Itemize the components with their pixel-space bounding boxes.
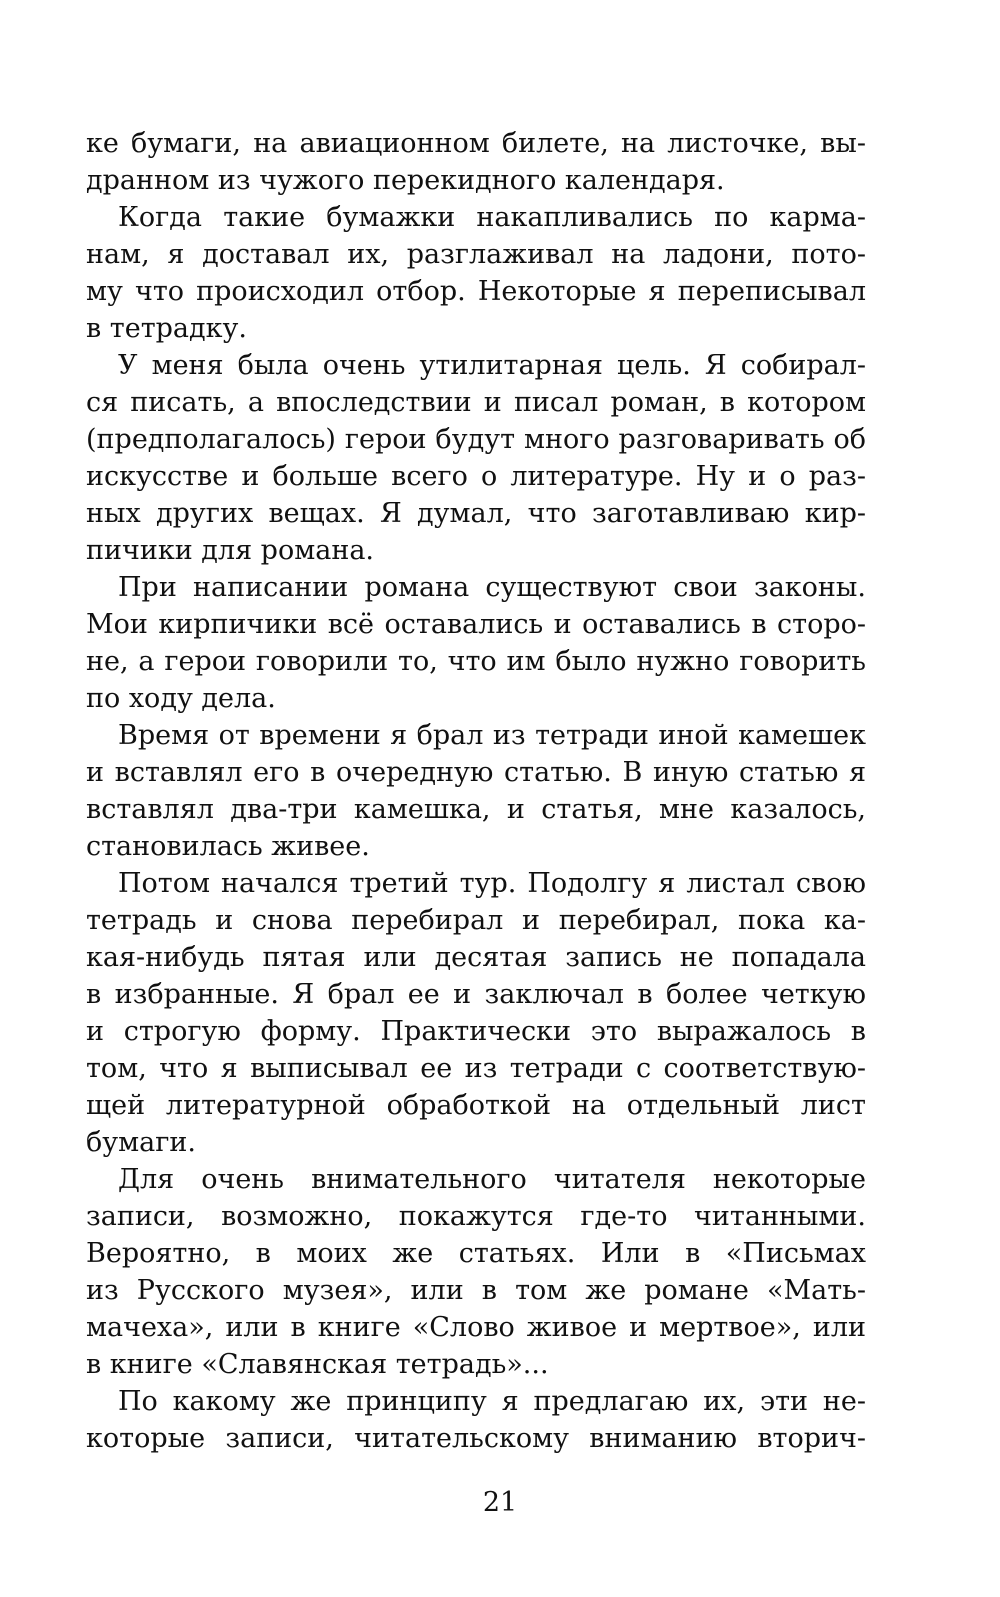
- text-line: из Русского музея», или в том же романе «Мать-: [86, 1275, 866, 1306]
- text-line: Мои кирпичики всё оставались и оставались в сторо-: [86, 609, 866, 640]
- text-line: Время от времени я брал из тетради иной камешек: [118, 720, 866, 751]
- text-line: в книге «Славянская тетрадь»...: [86, 1349, 549, 1380]
- text-line: ся писать, а впоследствии и писал роман, в котором: [86, 387, 866, 418]
- paragraph: [86, 865, 866, 1161]
- text-line: становилась живее.: [86, 831, 370, 862]
- text-line: искусстве и больше всего о литературе. Ну и о раз-: [86, 461, 866, 492]
- text-line: которые записи, читательскому вниманию вторич-: [86, 1423, 866, 1454]
- text-line: му что происходил отбор. Некоторые я переписывал: [86, 276, 866, 307]
- text-line: Когда такие бумажки накапливались по карма-: [118, 202, 866, 233]
- text-line: мачеха», или в книге «Слово живое и мертвое», или: [86, 1312, 866, 1343]
- text-line: и вставлял его в очередную статью. В иную статью я: [86, 757, 866, 788]
- text-line: и строгую форму. Практически это выражалось в: [86, 1016, 866, 1047]
- paragraph: [86, 199, 866, 347]
- text-line: ных других вещах. Я думал, что заготавливаю кир-: [86, 498, 866, 529]
- text-line: ке бумаги, на авиационном билете, на листочке, вы-: [86, 128, 866, 159]
- text-line: по ходу дела.: [86, 683, 276, 714]
- text-line: Вероятно, в моих же статьях. Или в «Письмах: [86, 1238, 866, 1269]
- text-line: нам, я доставал их, разглаживал на ладони, пото-: [86, 239, 866, 270]
- text-line: щей литературной обработкой на отдельный лист: [86, 1090, 866, 1121]
- text-line: дранном из чужого перекидного календаря.: [86, 165, 725, 196]
- text-line: в тетрадку.: [86, 313, 247, 344]
- text-line: кая-нибудь пятая или десятая запись не попадала: [86, 942, 866, 973]
- text-line: вставлял два-три камешка, и статья, мне казалось,: [86, 794, 866, 825]
- paragraph: [86, 125, 866, 199]
- text-line: По какому же принципу я предлагаю их, эти не-: [118, 1386, 866, 1417]
- text-line: записи, возможно, покажутся где-то читанными.: [86, 1201, 866, 1232]
- paragraph: [86, 1161, 866, 1383]
- text-line: бумаги.: [86, 1127, 196, 1158]
- paragraph: [86, 1383, 866, 1457]
- text-line: в избранные. Я брал ее и заключал в более четкую: [86, 979, 866, 1010]
- paragraph: [86, 569, 866, 717]
- text-line: не, а герои говорили то, что им было нужно говорить: [86, 646, 866, 677]
- text-line: Потом начался третий тур. Подолгу я листал свою: [118, 868, 866, 899]
- paragraph: [86, 717, 866, 865]
- text-line: У меня была очень утилитарная цель. Я собирал-: [118, 350, 866, 381]
- text-line: тетрадь и снова перебирал и перебирал, пока ка-: [86, 905, 866, 936]
- text-line: пичики для романа.: [86, 535, 374, 566]
- text-line: Для очень внимательного читателя некоторые: [118, 1164, 866, 1195]
- text-line: (предполагалось) герои будут много разговаривать об: [86, 424, 866, 455]
- paragraph: [86, 347, 866, 569]
- text-line: При написании романа существуют свои законы.: [118, 572, 866, 603]
- page-number: 21: [482, 1487, 518, 1518]
- page-text: [86, 125, 866, 1457]
- text-line: том, что я выписывал ее из тетради с соответствую-: [86, 1053, 866, 1084]
